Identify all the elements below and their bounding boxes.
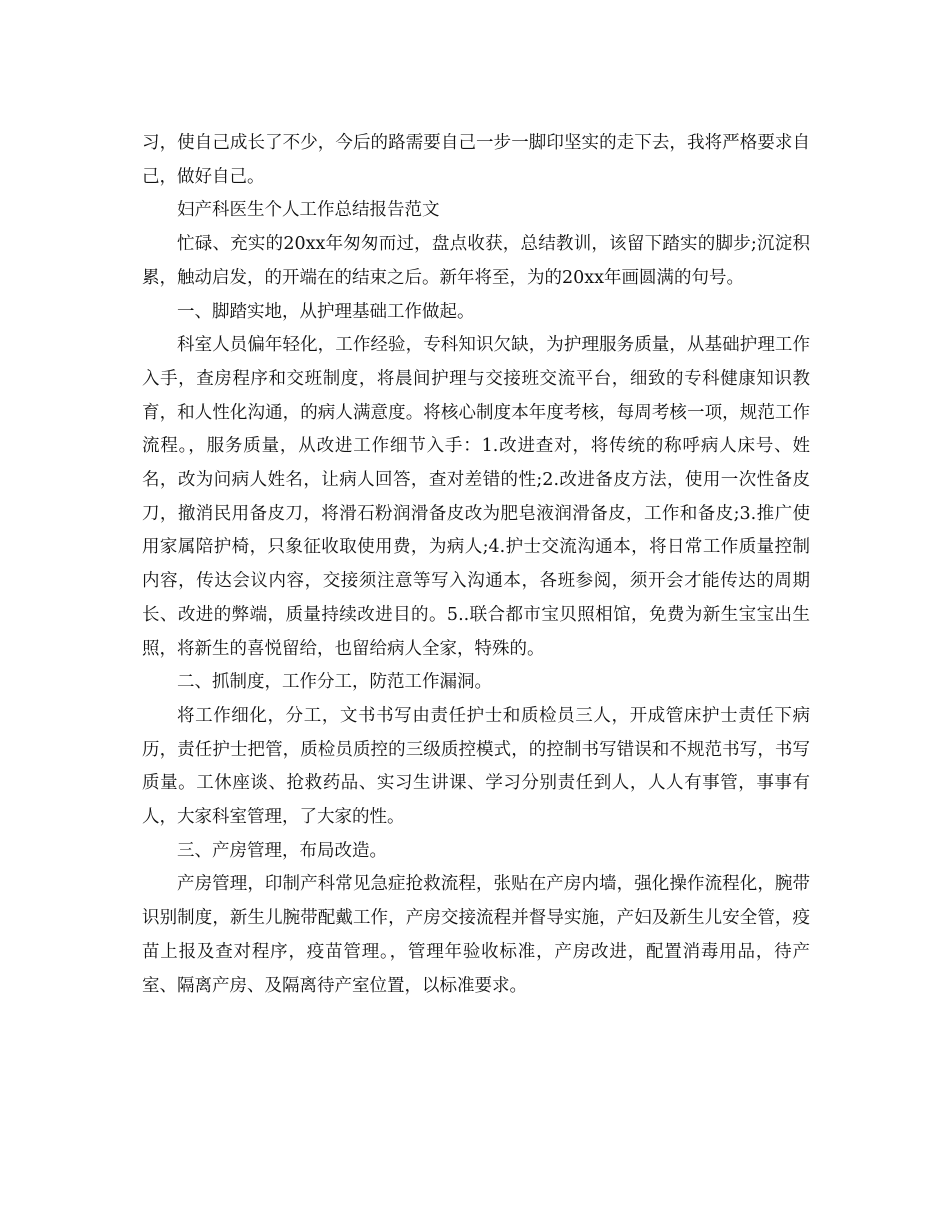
paragraph-section-3: 产房管理，印制产科常见急症抢救流程，张贴在产房内墙，强化操作流程化，腕带识别制度，新生儿腕带配戴工作，产房交接流程并督导实施，产妇及新生儿安全管，疫苗上报及查对程序，疫苗管理。，管理年验收标准，产房改进，配置消毒用品，待产室、隔离产房、及隔离待产室位置，以标准要求。 (142, 874, 810, 996)
paragraph-section-2: 将工作细化，分工，文书书写由责任护士和质检员三人，开成管床护士责任下病历，责任护士把管，质检员质控的三级质控模式，的控制书写错误和不规范书写，书写质量。工休座谈、抢救药品、实习生讲课、学习分别责任到人，人人有事管，事事有人，大家科室管理，了大家的性。 (142, 705, 810, 828)
document-title: 妇产科医生个人工作总结报告范文 (177, 200, 440, 221)
section-heading-3: 三、产房管理，布局改造。 (177, 840, 387, 861)
paragraph-continuation: 习，使自己成长了不少，今后的路需要自己一步一脚印坚实的走下去，我将严格要求自己，做好自己。 (142, 133, 810, 187)
paragraph-intro: 忙碌、充实的20xx年匆匆而过，盘点收获，总结教训，该留下踏实的脚步;沉淀积累，触动启发，的开端在的结束之后。新年将至，为的20xx年画圆满的句号。 (142, 234, 810, 288)
paragraph-section-1: 科室人员偏年轻化，工作经验，专科知识欠缺，为护理服务质量，从基础护理工作入手，查房程序和交班制度，将晨间护理与交接班交流平台，细致的专科健康知识教育，和人性化沟通，的病人满意度。将核心制度本年度考核，每周考核一项，规范工作流程。，服务质量，从改进工作细节入手：1.改进查对，将传统的称呼病人床号、姓名，改为问病人姓名，让病人回答，查对差错的性;2.改进备皮方法，使用一次性备皮刀，撤消民用备皮刀，将滑石粉润滑备皮改为肥皂液润滑备皮，工作和备皮;3.推广使用家属陪护椅，只象征收取使用费，为病人;4.护士交流沟通本，将日常工作质量控制内容，传达会议内容，交接须注意等写入沟通本，各班参阅，须开会才能传达的周期长、改进的弊端，质量持续改进目的。5..联合都市宝贝照相馆，免费为新生宝宝出生照，将新生的喜悦留给，也留给病人全家，特殊的。 (142, 335, 810, 659)
document-page (142, 127, 810, 1003)
section-heading-2: 二、抓制度，工作分工，防范工作漏洞。 (177, 672, 492, 693)
section-heading-1: 一、脚踏实地，从护理基础工作做起。 (177, 301, 475, 322)
